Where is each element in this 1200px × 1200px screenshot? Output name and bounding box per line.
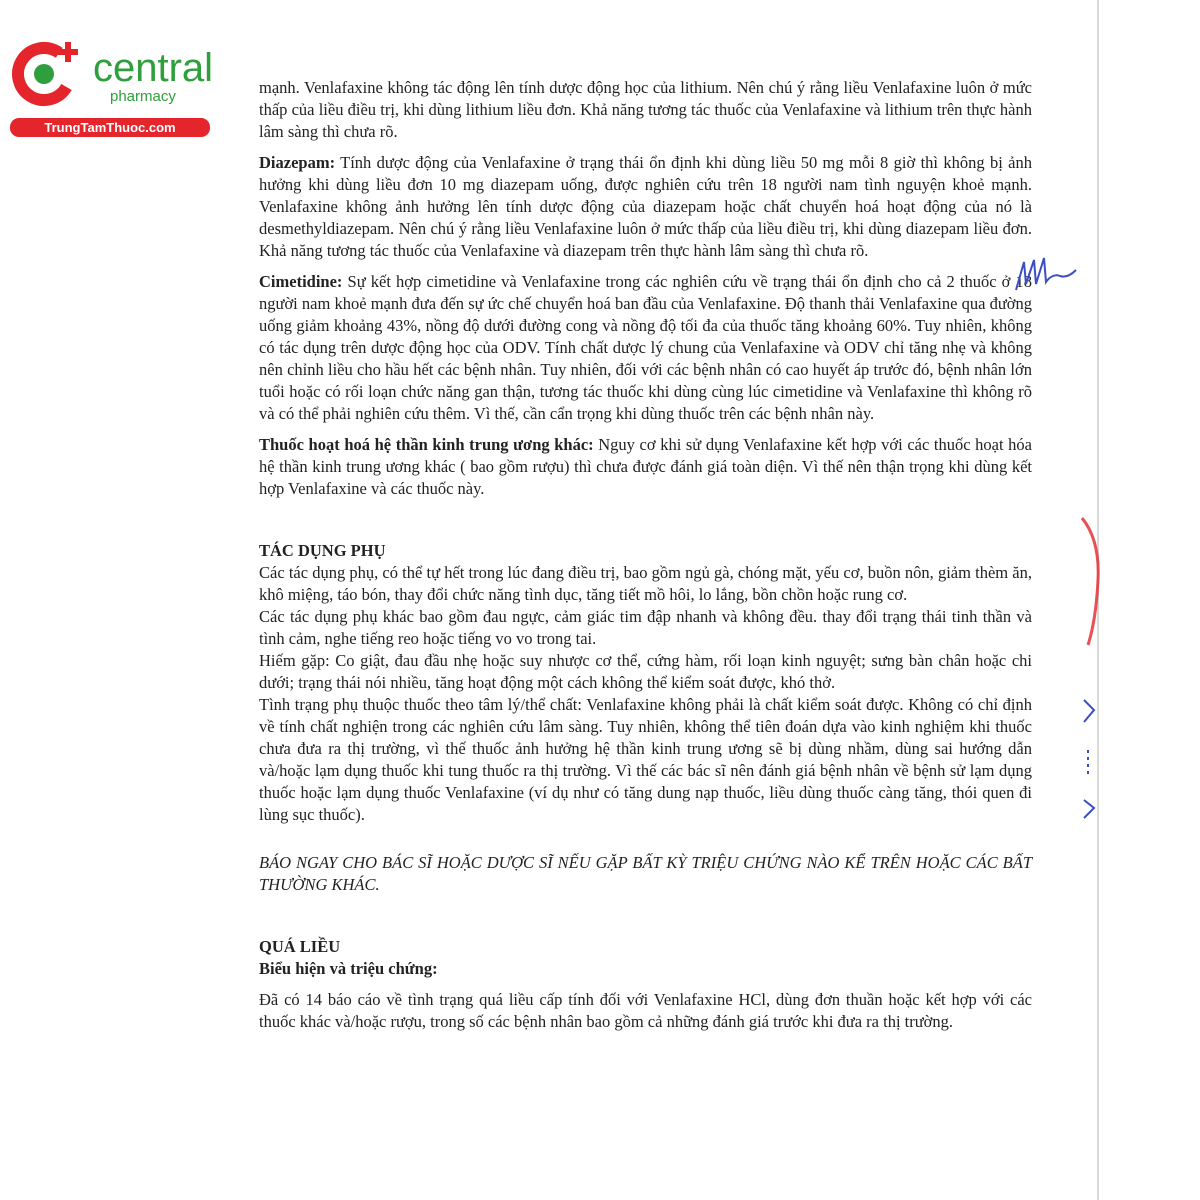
cimetidine-text: Sự kết hợp cimetidine và Venlafaxine trong các nghiên cứu về trạng thái ổn định cho cả 2 thuốc ở 18 người nam khoẻ mạnh đưa đến sự ức chế chuyển hoá ban đầu của Venlafaxine. Độ thanh thải Venlafaxine qua đường uống giảm khoảng 43%, nồng độ dưới đường cong và nồng độ tối đa của thuốc tăng khoảng 60%. Tuy nhiên, không có tác dụng trên dược động học của ODV. Tính chất dược lý chung của Venlafaxine và ODV chỉ tăng nhẹ và không nên chỉnh liều cho hầu hết các bệnh nhân. Tuy nhiên, đối với các bệnh nhân có cao huyết áp trước đó, bệnh nhân lớn tuổi hoặc có rối loạn chức năng gan thận, tương tác thuốc khi dùng cùng lúc cimetidine và Venlafaxine thì không rõ và có thể phải nghiên cứu thêm. Vì thế, cần cẩn trọng khi dùng thuốc trên các bệnh nhân này. (259, 272, 1032, 423)
lithium-paragraph: mạnh. Venlafaxine không tác động lên tính dược động học của lithium. Nên chú ý rằng liều Venlafaxine luôn ở mức thấp của liều điều trị, khi dùng lithium liều đơn. Khả năng tương tác thuốc của Venlafaxine và lithium trên thực hành lâm sàng thì chưa rõ. (259, 78, 1032, 141)
overdose-subtitle: Biểu hiện và triệu chứng: (259, 959, 438, 978)
document-body (259, 77, 1032, 1033)
diazepam-heading: Diazepam: (259, 153, 336, 172)
cimetidine-paragraph (259, 271, 1032, 425)
central-pharmacy-logo[interactable] (10, 36, 215, 136)
side-effects-p2: Các tác dụng phụ khác bao gồm đau ngực, cảm giác tim đập nhanh và không đều. thay đổi trạng thái tinh thần và tình cảm, nghe tiếng reo hoặc tiếng vo vo trong tai. (259, 607, 1032, 648)
signature-icon (1010, 250, 1080, 300)
side-effects-p3: Hiếm gặp: Co giật, đau đầu nhẹ hoặc suy nhược cơ thể, cứng hàm, rối loạn kinh nguyệt; sưng bàn chân hoặc chi dưới; trạng thái nói nhiều, tăng hoạt động một cách không thể kiểm soát được, khó thở. (259, 651, 1032, 692)
cns-heading: Thuốc hoạt hoá hệ thần kinh trung ương khác: (259, 435, 594, 454)
cns-text: Nguy cơ khi sử dụng Venlafaxine kết hợp với các thuốc hoạt hóa hệ thần kinh trung ương khác ( bao gồm rượu) thì chưa được đánh giá toàn diện. Vì thế nên thận trọng khi dùng kết hợp Venlafaxine và các thuốc này. (259, 435, 1032, 498)
overdose-title: QUÁ LIỀU (259, 937, 341, 956)
overdose-p1: Đã có 14 báo cáo về tình trạng quá liều cấp tính đối với Venlafaxine HCl, dùng đơn thuần hoặc kết hợp với các thuốc khác và/hoặc rượu, trong số các bệnh nhân bao gồm cả những đánh giá trước khi đưa ra thị trường. (259, 990, 1032, 1031)
side-effects-title: TÁC DỤNG PHỤ (259, 541, 386, 560)
side-effects-p4: Tình trạng phụ thuộc thuốc theo tâm lý/thể chất: Venlafaxine không phải là chất kiểm soát được. Không có chỉ định về tính chất nghiện trong các nghiên cứu lâm sàng. Tuy nhiên, không thể tiên đoán dựa vào kinh nghiệm khi thuốc chưa đưa ra thị trường, vì thế thuốc ảnh hưởng hệ thần kinh trung ương sẽ bị dùng nhầm, dùng sai hướng dẫn và/hoặc lạm dụng thuốc khi tung thuốc ra thị trường. Vì thế các bác sĩ nên đánh giá bệnh nhân về bệnh sử lạm dụng thuốc hoặc lạm dụng thuốc Venlafaxine (ví dụ như có tăng dung nạp thuốc, liều dùng thuốc càng tăng, thói quen đi lùng sục thuốc). (259, 695, 1032, 824)
diazepam-paragraph (259, 152, 1032, 262)
warning-notice: BÁO NGAY CHO BÁC SĨ HOẶC DƯỢC SĨ NẾU GẶP BẤT KỲ TRIỆU CHỨNG NÀO KỂ TRÊN HOẶC CÁC BẤT THƯỜNG KHÁC. (259, 853, 1032, 894)
logo-url-badge[interactable]: TrungTamThuoc.com (10, 118, 210, 137)
cimetidine-heading: Cimetidine: (259, 272, 343, 291)
logo-brand-text: central (93, 46, 214, 90)
cns-paragraph (259, 434, 1032, 500)
side-effects-p1: Các tác dụng phụ, có thể tự hết trong lúc đang điều trị, bao gồm ngủ gà, chóng mặt, yếu cơ, buồn nôn, giảm thèm ăn, khô miệng, táo bón, thay đổi chức năng tình dục, tăng tiết mồ hôi, lo lắng, bồn chồn hoặc rung cơ. (259, 563, 1032, 604)
logo-subtitle: pharmacy (110, 88, 176, 105)
stamp-icon (1070, 500, 1110, 840)
logo-c-icon (10, 36, 90, 116)
diazepam-text: Tính dược động của Venlafaxine ở trạng thái ổn định khi dùng liều 50 mg mỗi 8 giờ thì không bị ảnh hưởng khi dùng liều đơn 10 mg diazepam uống, được nghiên cứu trên 18 người nam tình nguyện khoẻ mạnh. Venlafaxine không ảnh hưởng lên tính dược động của diazepam hoặc chất chuyển hoá hoạt động của nó là desmethyldiazepam. Nên chú ý rằng liều Venlafaxine luôn ở mức thấp của liều điều trị, khi dùng diazepam liều đơn. Khả năng tương tác thuốc của Venlafaxine và diazepam trên thực hành lâm sàng thì chưa rõ. (259, 153, 1032, 260)
